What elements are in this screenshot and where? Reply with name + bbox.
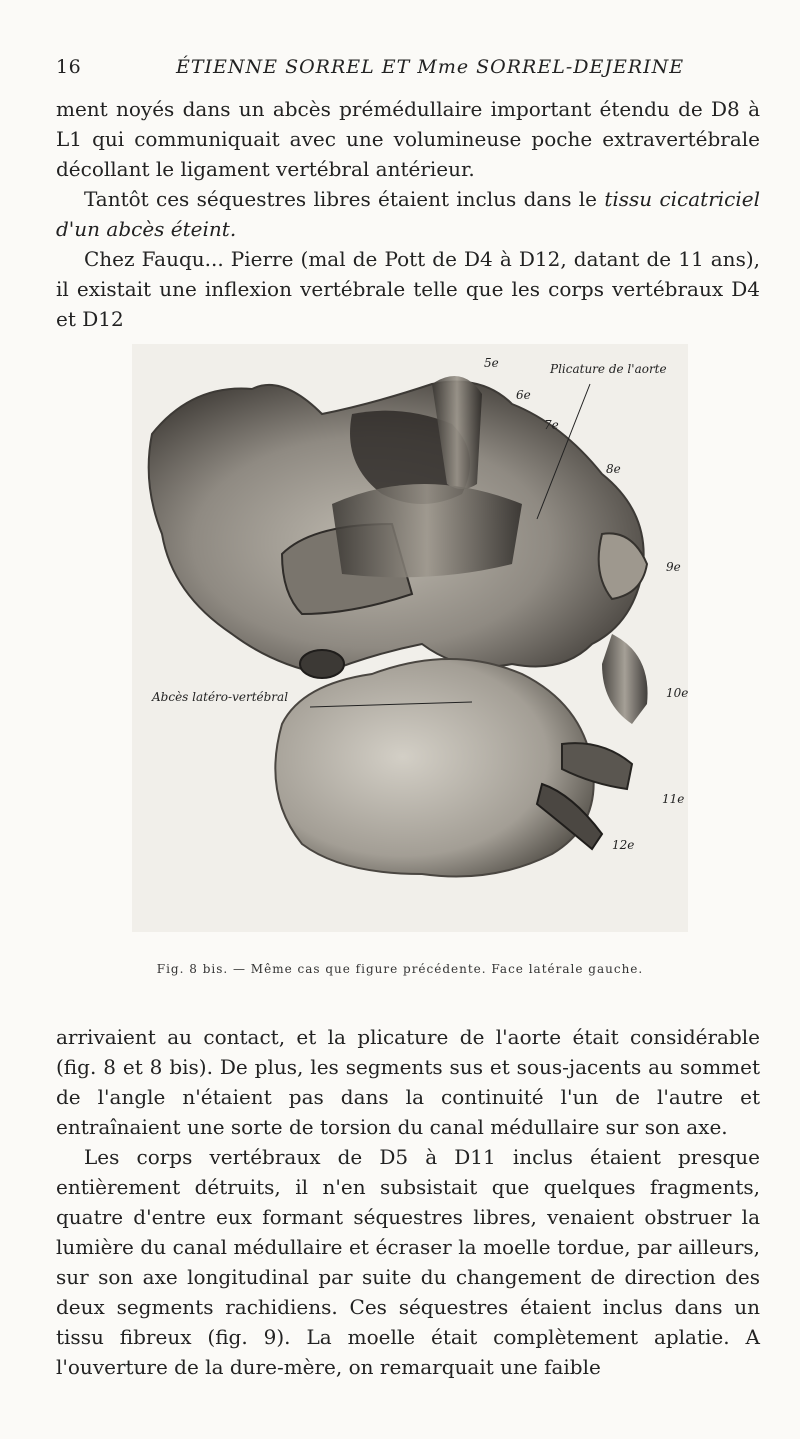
specimen-illustration	[132, 344, 688, 932]
paragraph-text: Tantôt ces séquestres libres étaient inclus dans le	[84, 187, 605, 211]
label-vertebra-6: 6e	[516, 388, 531, 402]
page-number: 16	[56, 56, 82, 78]
paragraph	[56, 184, 760, 244]
figure-caption: Fig. 8 bis. — Même cas que figure précédente. Face latérale gauche.	[156, 962, 644, 976]
running-title: ÉTIENNE SORREL ET Mme SORREL-DEJERINE	[176, 56, 685, 78]
specimen-photograph	[132, 344, 688, 932]
page-header	[56, 56, 760, 86]
label-vertebra-11: 11e	[662, 792, 685, 806]
paragraph: Les corps vertébraux de D5 à D11 inclus étaient presque entièrement détruits, il n'en subsistait que quelques fragments, quatre d'entre eux formant séquestres libres, venaient obstruer la lumière du canal médullaire et écraser la moelle tordue, par ailleurs, sur son axe longitudinal par suite du changement de direction des deux segments rachidiens. Ces séquestres étaient inclus dans un tissu fibreux (fig. 9). La moelle était complètement aplatie. A l'ouverture de la dure-mère, on remarquait une faible	[56, 1145, 760, 1379]
label-vertebra-8: 8e	[606, 462, 621, 476]
text-block-top	[56, 94, 760, 334]
italic-phrase: tissu cicatriciel d'un abcès éteint.	[56, 187, 760, 241]
label-vertebra-9: 9e	[666, 560, 681, 574]
label-vertebra-12: 12e	[612, 838, 635, 852]
paragraph: ment noyés dans un abcès prémédullaire important étendu de D8 à L1 qui communiquait avec une volumineuse poche extravertébrale décollant le ligament vertébral antérieur.	[56, 97, 760, 181]
paragraph: Chez Fauqu... Pierre (mal de Pott de D4 à D12, datant de 11 ans), il existait une inflexion vertébrale telle que les corps vertébraux D4 et D12	[56, 247, 760, 331]
label-plicature-aorte: Plicature de l'aorte	[550, 362, 667, 376]
label-abces-latero-vertebral: Abcès latéro-vertébral	[152, 690, 289, 704]
label-vertebra-7: 7e	[544, 418, 559, 432]
text-block-bottom	[56, 1022, 760, 1382]
paragraph: arrivaient au contact, et la plicature de l'aorte était considérable (fig. 8 et 8 bis). De plus, les segments sus et sous-jacents au sommet de l'angle n'étaient pas dans la continuité l'un de l'autre et entraînaient une sorte de torsion du canal médullaire sur son axe.	[56, 1025, 760, 1139]
label-vertebra-10: 10e	[666, 686, 689, 700]
label-vertebra-5: 5e	[484, 356, 499, 370]
